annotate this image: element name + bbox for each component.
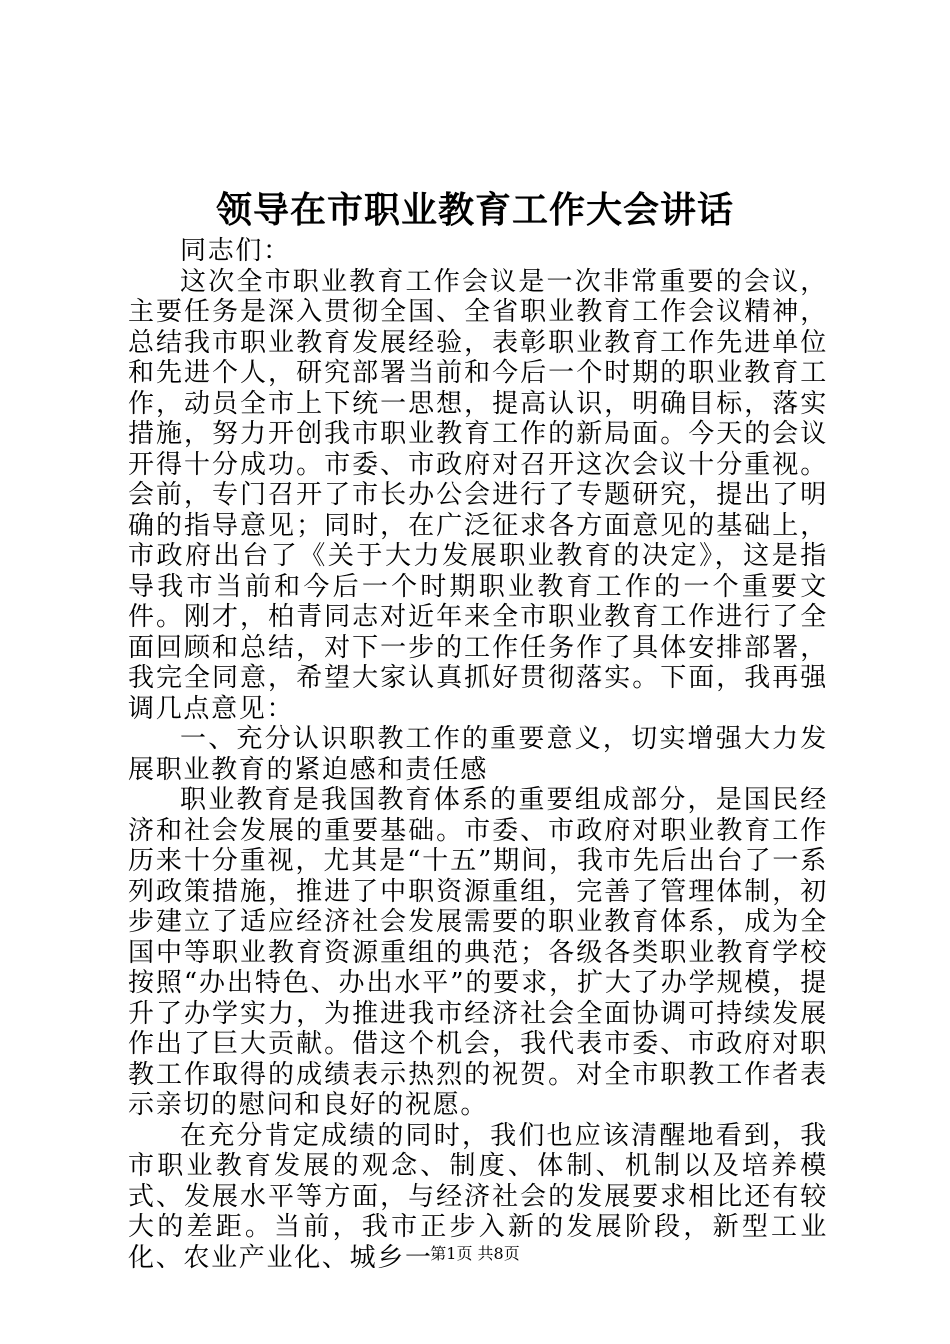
greeting: 同志们：: [180, 236, 291, 266]
paragraph-achievements: 职业教育是我国教育体系的重要组成部分，是国民经济和社会发展的重要基础。市委、市政府对职业教育工作历来十分重视，尤其是“十五”期间，我市先后出台了一系列政策措施，推进了中职资源重组，完善了管理体制，初步建立了适应经济社会发展需要的职业教育体系，成为全国中等职业教育资源重组的典范；各级各类职业教育学校按照“办出特色、办出水平”的要求，扩大了办学规模，提升了办学实力，为推进我市经济社会全面协调可持续发展作出了巨大贡献。借这个机会，我代表市委、市政府对职教工作取得的成绩表示热烈的祝贺。对全市职教工作者表示亲切的慰问和良好的祝愿。: [128, 785, 828, 1120]
document-body: [128, 236, 828, 1273]
paragraph-intro: 这次全市职业教育工作会议是一次非常重要的会议，主要任务是深入贯彻全国、全省职业教育工作会议精神，总结我市职业教育发展经验，表彰职业教育工作先进单位和先进个人，研究部署当前和今后一个时期的职业教育工作，动员全市上下统一思想，提高认识，明确目标，落实措施，努力开创我市职业教育工作的新局面。今天的会议开得十分成功。市委、市政府对召开这次会议十分重视。会前，专门召开了市长办公会进行了专题研究，提出了明确的指导意见；同时，在广泛征求各方面意见的基础上，市政府出台了《关于大力发展职业教育的决定》，这是指导我市当前和今后一个时期职业教育工作的一个重要文件。刚才，柏青同志对近年来全市职业教育工作进行了全面回顾和总结，对下一步的工作任务作了具体安排部署，我完全同意，希望大家认真抓好贯彻落实。下面，我再强调几点意见：: [128, 266, 828, 724]
section-heading-1: 一、充分认识职教工作的重要意义，切实增强大力发展职业教育的紧迫感和责任感: [128, 724, 828, 785]
page-footer: 第1页 共8页: [430, 1244, 520, 1263]
document-title: 领导在市职业教育工作大会讲话: [215, 189, 734, 231]
paragraph-gaps: 在充分肯定成绩的同时，我们也应该清醒地看到，我市职业教育发展的观念、制度、体制、机制以及培养模式、发展水平等方面，与经济社会的发展要求相比还有较大的差距。当前，我市正步入新的发展阶段，新型工业化、农业产业化、城乡一: [128, 1120, 828, 1273]
